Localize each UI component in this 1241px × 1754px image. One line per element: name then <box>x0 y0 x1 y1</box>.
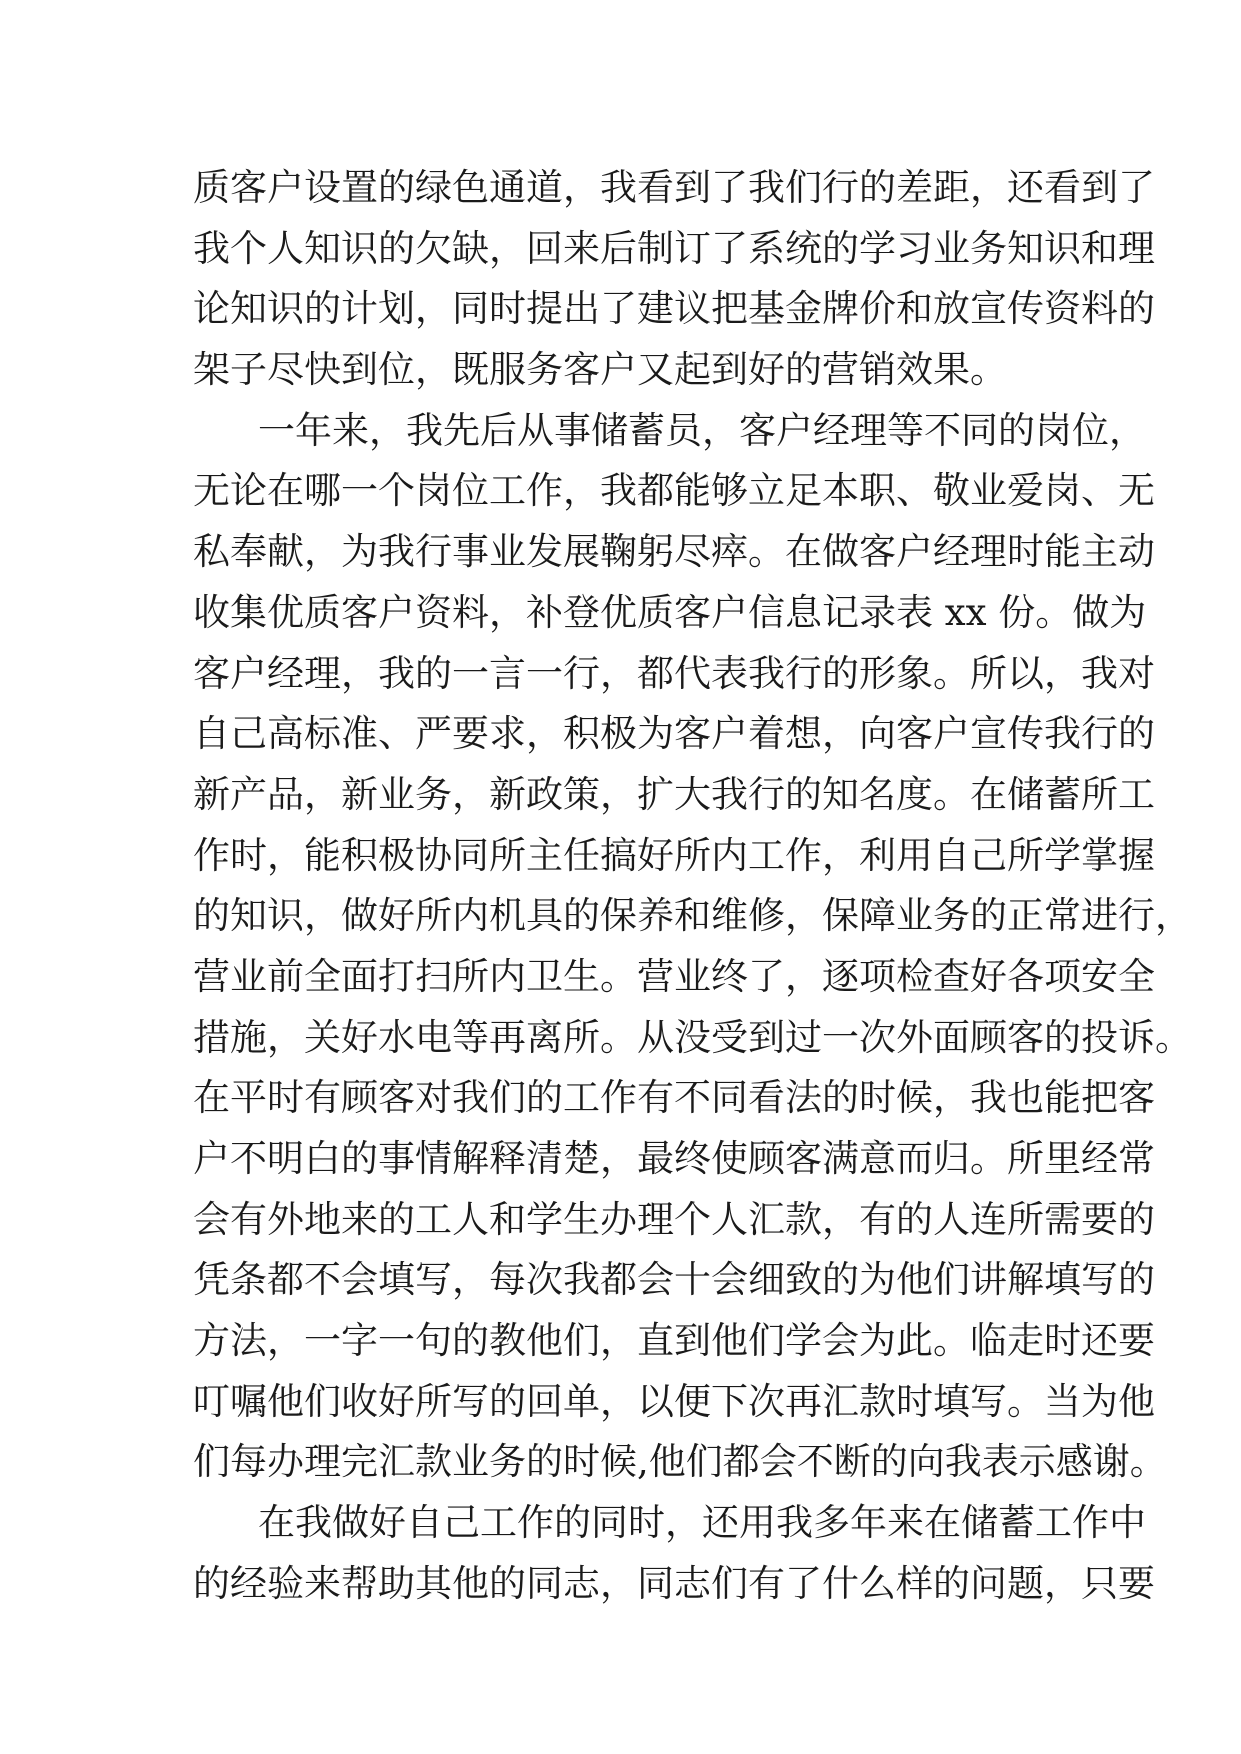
text-line: 论知识的计划，同时提出了建议把基金牌价和放宣传资料的 <box>193 287 1155 331</box>
text-line: 架子尽快到位，既服务客户又起到好的营销效果。 <box>193 348 1007 392</box>
body-text <box>193 158 1192 1615</box>
text-line: 们每办理完汇款业务的时候,他们都会不断的向我表示感谢。 <box>193 1440 1167 1484</box>
text-line: 客户经理，我的一言一行，都代表我行的形象。所以，我对 <box>193 651 1155 695</box>
text-line: 私奉献，为我行事业发展鞠躬尽瘁。在做客户经理时能主动 <box>193 530 1155 574</box>
text-line: 质客户设置的绿色通道，我看到了我们行的差距，还看到了 <box>193 166 1155 209</box>
text-line: 凭条都不会填写，每次我都会十会细致的为他们讲解填写的 <box>193 1258 1155 1302</box>
text-line: 会有外地来的工人和学生办理个人汇款，有的人连所需要的 <box>193 1197 1155 1241</box>
text-line: 在平时有顾客对我们的工作有不同看法的时候，我也能把客 <box>193 1076 1155 1120</box>
text-line: 的经验来帮助其他的同志，同志们有了什么样的问题，只要 <box>193 1561 1155 1605</box>
text-line: 措施，关好水电等再离所。从没受到过一次外面顾客的投诉。 <box>193 1015 1192 1059</box>
paragraph-start-line: 一年来，我先后从事储蓄员，客户经理等不同的岗位， <box>258 408 1146 452</box>
text-line: 自己高标准、严要求，积极为客户着想，向客户宣传我行的 <box>193 712 1155 756</box>
text-line: 的知识，做好所内机具的保养和维修，保障业务的正常进行， <box>193 894 1192 938</box>
paragraph-start-line: 在我做好自己工作的同时，还用我多年来在储蓄工作中 <box>258 1501 1146 1545</box>
text-line: 收集优质客户资料，补登优质客户信息记录表 xx 份。做为 <box>193 590 1147 634</box>
text-line: 无论在哪一个岗位工作，我都能够立足本职、敬业爱岗、无 <box>193 469 1155 513</box>
text-line: 作时，能积极协同所主任搞好所内工作，利用自己所学掌握 <box>193 833 1155 877</box>
text-line: 我个人知识的欠缺，回来后制订了系统的学习业务知识和理 <box>193 226 1155 270</box>
text-line: 方法，一字一句的教他们，直到他们学会为此。临走时还要 <box>193 1319 1155 1363</box>
text-line: 叮嘱他们收好所写的回单，以便下次再汇款时填写。当为他 <box>193 1379 1155 1423</box>
text-line: 新产品，新业务，新政策，扩大我行的知名度。在储蓄所工 <box>193 772 1155 816</box>
text-line: 户不明白的事情解释清楚，最终使顾客满意而归。所里经常 <box>193 1137 1155 1180</box>
text-line: 营业前全面打扫所内卫生。营业终了，逐项检查好各项安全 <box>193 954 1155 998</box>
